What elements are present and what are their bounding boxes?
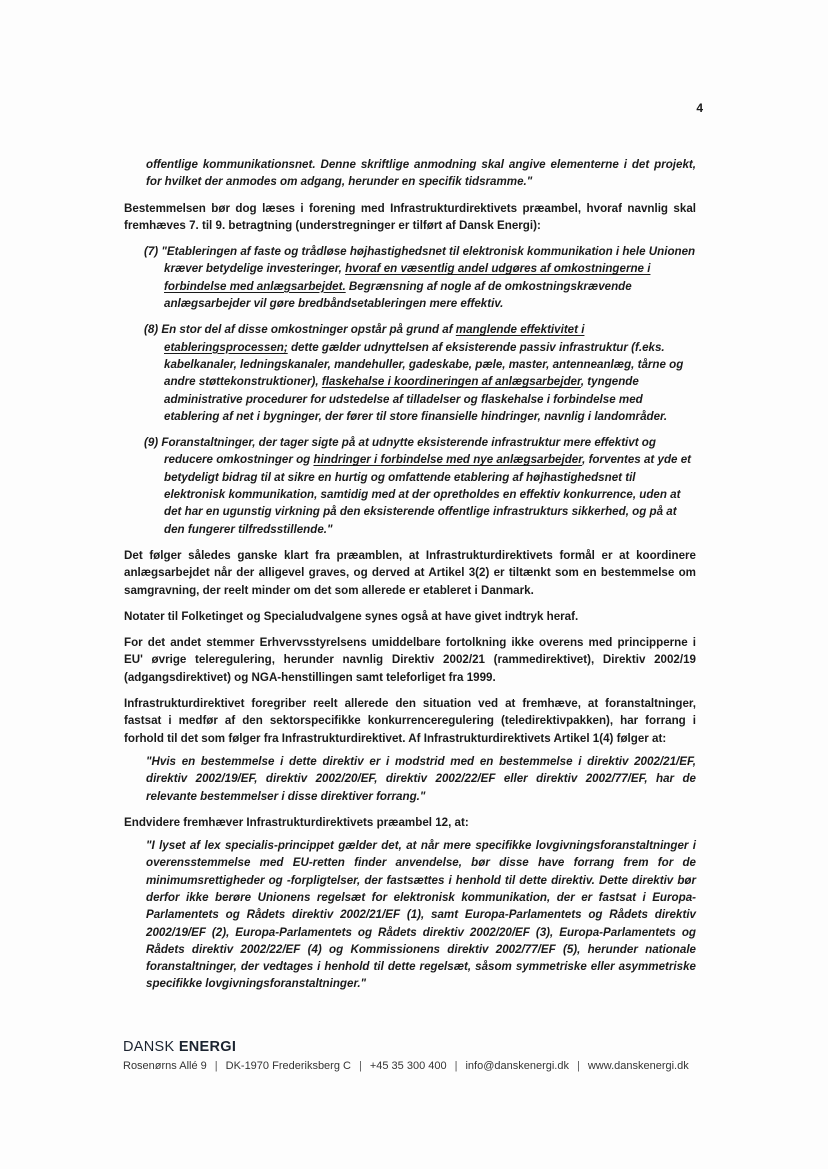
document-body <box>124 156 696 1002</box>
recital-8-underlined-2: flaskehalse i koordineringen af anlægsarbejder <box>321 375 581 389</box>
recital-9-text <box>144 434 696 538</box>
footer-separator: | <box>576 1060 580 1072</box>
recital-8-underlined-1: manglende effektivitet i etableringsprocessen; <box>164 323 585 354</box>
brand-name-part-2: ENERGI <box>178 1039 237 1055</box>
recital-8-post: , tyngende administrative procedurer for udstedelse af tilladelser og flaskehalse i forbindelse med etablering af net i bygninger, der fører til store finansielle hindringer, navnlig i landområder. <box>164 375 668 423</box>
paragraph-notes: Notater til Folketinget og Specialudvalgene synes også at have givet indtryk heraf. <box>124 609 579 623</box>
footer-address: Rosenørns Allé 9 <box>123 1060 207 1072</box>
paragraph-preamble-conclusion: Det følger således ganske klart fra præamblen, at Infrastrukturdirektivets formål er at koordinere anlægsarbejdet når der alligevel graves, og derved at Artikel 3(2) er tiltænkt som en bestemmelse om samgravning, der reelt minder om det som allerede er etableret i Danmark. <box>124 548 696 597</box>
recital-8-mid: dette gælder udnyttelsen af eksisterende passiv infrastruktur (f.eks. kabelkanaler, ledningskanaler, mandehuller, gadeskabe, pæle, master, antenneanlæg, tårne og andre støttekonstruktioner), <box>164 340 684 389</box>
footer-phone: +45 35 300 400 <box>369 1060 447 1072</box>
recital-8 <box>124 321 696 425</box>
footer-separator: | <box>214 1060 218 1072</box>
recital-7-post: Begrænsning af nogle af de omkostningskrævende anlægsarbejder vil gøre bredbåndsetableringen mere effektiv. <box>164 279 632 311</box>
contact-line <box>123 1060 713 1072</box>
recital-9-underlined: hindringer i forbindelse med nye anlægsarbejder <box>313 453 583 467</box>
recital-8-text <box>144 321 696 425</box>
footer-separator: | <box>454 1060 458 1072</box>
paragraph-second-argument: For det andet stemmer Erhvervsstyrelsens umiddelbare fortolkning ikke overens med principperne i EU' øvrige teleregulering, herunder navnlig Direktiv 2002/21 (rammedirektivet), Direktiv 2002/19 (adgangsdirektivet) og NGA-henstillingen samt teleforliget fra 1999. <box>124 636 696 684</box>
paragraph-article-1-4: Infrastrukturdirektivet foregriber reelt allerede den situation ved at fremhæve, at foranstaltninger, fastsat i medfør af den sektorspecifikke konkurrenceregulering (teledirektivpakken), har forrang i forhold til det som følger fra Infrastrukturdirektivet. Af Infrastrukturdirektivets Artikel 1(4) følger at: <box>124 697 696 745</box>
recital-9-post: , forventes at yde et betydeligt bidrag til at sikre en hurtig og omfattende etablering af højhastighedsnet til elektronisk kommunikation, samtidig med at der opretholdes en effektiv konkurrence, uden at det har en ugunstig virkning på den eksisterende offentlige infrastrukturs sikkerhed, og på at den fungerer tilfredsstillende." <box>164 453 692 536</box>
recital-7 <box>124 243 696 312</box>
brand-name-part-1: DANSK <box>123 1039 175 1055</box>
paragraph-recital-12-intro: Endvidere fremhæver Infrastrukturdirektivets præambel 12, at: <box>124 815 469 829</box>
brand-logo <box>123 1039 713 1055</box>
page-number: 4 <box>696 101 703 115</box>
paragraph-preamble-intro: Bestemmelsen bør dog læses i forening med Infrastrukturdirektivets præambel, hvoraf navnlig skal fremhæves 7. til 9. betragtning (understregninger er tilført af Dansk Energi): <box>124 201 696 232</box>
recital-8-pre: (8) En stor del af disse omkostninger opstår på grund af <box>144 323 456 337</box>
recital-9-pre: (9) Foranstaltninger, der tager sigte på at udnytte eksisterende infrastruktur mere effektivt og reducere omkostninger og <box>144 436 656 467</box>
footer-city: DK-1970 Frederiksberg C <box>225 1060 351 1072</box>
quote-article-1-4: "Hvis en bestemmelse i dette direktiv er i modstrid med en bestemmelse i direktiv 2002/21/EF, direktiv 2002/19/EF, direktiv 2002/20/EF, direktiv 2002/22/EF eller direktiv 2002/77/EF, har de relevante bestemmelser i disse direktiver forrang." <box>146 754 696 803</box>
footer <box>123 1039 713 1072</box>
footer-website-link[interactable]: www.danskenergi.dk <box>587 1060 689 1072</box>
footer-email-link[interactable]: info@danskenergi.dk <box>465 1060 569 1072</box>
recital-7-underlined: hvoraf en væsentlig andel udgøres af omkostningerne i forbindelse med anlægsarbejdet. <box>164 262 651 293</box>
recital-9 <box>124 434 696 538</box>
quote-recital-12: "I lyset af lex specialis-princippet gælder det, at når mere specifikke lovgivningsforanstaltninger i overensstemmelse med EU-retten finder anvendelse, bør disse have forrang frem for de minimumsrettigheder og -forpligtelser, der fastsættes i henhold til dette direktiv. Dette direktiv bør derfor ikke berøre Unionens regelsæt for elektronisk kommunikation, der er fastsat i Europa-Parlamentets og Rådets direktiv 2002/21/EF (1), samt Europa-Parlamentets og Rådets direktiv 2002/19/EF (2), Europa-Parlamentets og Rådets direktiv 2002/20/EF (3), Europa-Parlamentets og Rådets direktiv 2002/22/EF (4) og Kommissionens direktiv 2002/77/EF (5), herunder nationale foranstaltninger, der vedtages i henhold til dette regelsæt, såsom symmetriske eller asymmetriske specifikke lovgivningsforanstaltninger." <box>146 839 696 991</box>
quote-intro: offentlige kommunikationsnet. Denne skriftlige anmodning skal angive elementerne i det projekt, for hvilket der anmodes om adgang, herunder en specifik tidsramme." <box>146 158 696 189</box>
recital-7-pre: (7) "Etableringen af faste og trådløse højhastighedsnet til elektronisk kommunikation i hele Unionen kræver betydelige investeringer, <box>144 245 696 276</box>
recital-7-text <box>144 243 696 312</box>
footer-separator: | <box>358 1060 362 1072</box>
